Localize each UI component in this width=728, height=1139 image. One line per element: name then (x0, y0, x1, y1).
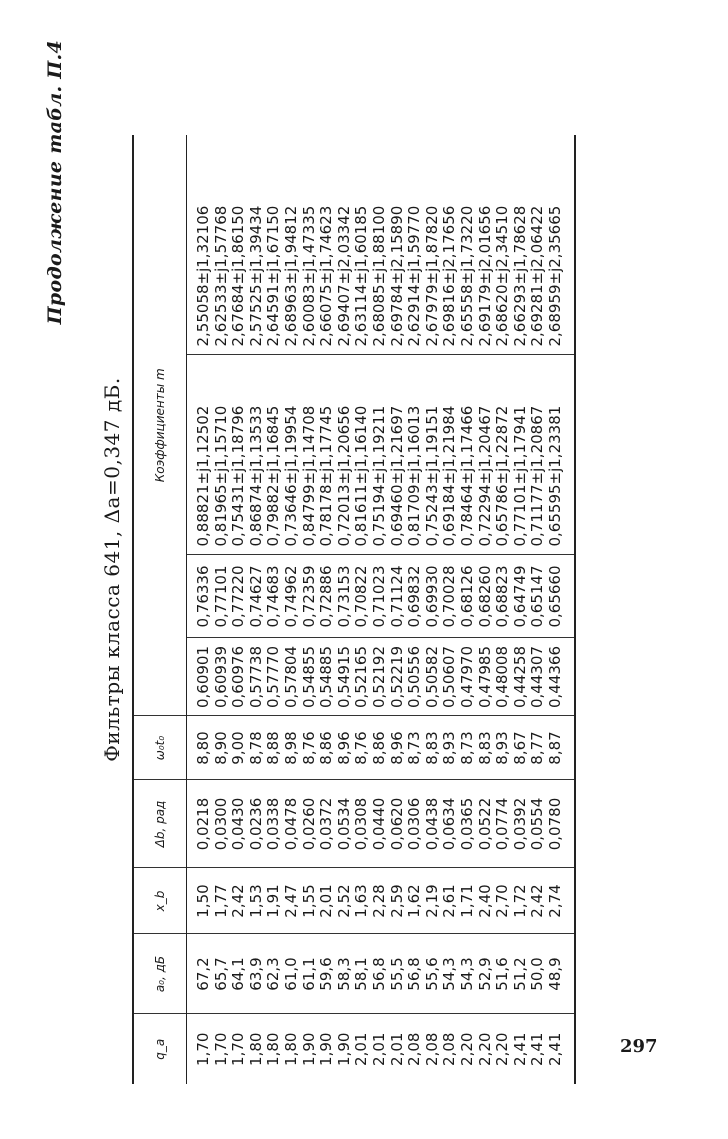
cell-qa: 2,01 (369, 1032, 388, 1066)
col-db (187, 780, 576, 868)
cell-qa: 2,01 (387, 1032, 406, 1066)
cell-xb: 1,63 (352, 884, 371, 918)
cell-xb: 2,61 (440, 884, 459, 918)
cell-a0: 62,3 (264, 957, 283, 991)
cell-m34: 0,73646±j1,19954 (281, 405, 300, 547)
cell-qa: 1,70 (229, 1032, 248, 1066)
filter-coefficients-table (132, 135, 576, 1084)
cell-qa: 2,41 (528, 1032, 547, 1066)
cell-m1: 0,50556 (405, 645, 424, 709)
cell-db: 0,0218 (194, 797, 212, 851)
cell-xb: 1,55 (299, 884, 318, 918)
cell-a0: 50,0 (528, 957, 547, 991)
cell-m34: 0,69184±j1,21984 (440, 405, 459, 547)
cell-m34: 0,81709±j1,16013 (405, 405, 424, 547)
cell-w0t0: 8,90 (211, 731, 230, 765)
cell-w0t0: 8,76 (352, 731, 371, 765)
col-a0 (187, 934, 576, 1014)
cell-w0t0: 8,96 (334, 731, 353, 765)
header-w0t0: ω₀t₀ (133, 716, 187, 780)
cell-m1: 0,60901 (194, 645, 212, 709)
cell-m1: 0,52219 (387, 645, 406, 709)
cell-m2: 0,64749 (510, 565, 529, 628)
cell-a0: 64,1 (229, 957, 248, 991)
cell-m56: 2,69816±j2,17656 (440, 205, 459, 347)
cell-a0: 61,0 (281, 957, 300, 991)
cell-qa: 2,41 (510, 1032, 529, 1066)
cell-w0t0: 8,73 (405, 731, 424, 765)
cell-m56: 2,69784±j2,15890 (387, 205, 406, 347)
cell-qa: 1,80 (246, 1032, 265, 1066)
cell-qa: 2,20 (493, 1032, 512, 1066)
cell-db: 0,0392 (510, 797, 529, 851)
cell-qa: 2,41 (545, 1032, 564, 1066)
cell-db: 0,0478 (281, 797, 300, 851)
cell-m56: 2,68963±j1,94812 (281, 205, 300, 347)
cell-qa: 2,20 (457, 1032, 476, 1066)
cell-m2: 0,73153 (334, 565, 353, 628)
cell-m1: 0,50582 (422, 645, 441, 709)
header-coefficients: Коэффициенты m (133, 135, 187, 716)
cell-a0: 58,3 (334, 957, 353, 991)
cell-m34: 0,78178±j1,17745 (317, 405, 336, 547)
cell-xb: 2,74 (545, 884, 564, 918)
cell-m34: 0,72013±j1,20656 (334, 405, 353, 547)
cell-m2: 0,72359 (299, 565, 318, 628)
cell-xb: 2,28 (369, 884, 388, 918)
cell-db: 0,0534 (334, 797, 353, 851)
cell-m34: 0,84799±j1,14708 (299, 405, 318, 547)
cell-m1: 0,47970 (457, 645, 476, 709)
cell-qa: 1,70 (194, 1032, 212, 1066)
table-title: Фильтры класса 641, Δa=0,347 дБ. (100, 377, 124, 762)
cell-db: 0,0338 (264, 797, 283, 851)
cell-a0: 51,6 (493, 957, 512, 991)
cell-xb: 1,77 (211, 884, 230, 918)
cell-w0t0: 9,00 (229, 731, 248, 765)
cell-qa: 1,80 (264, 1032, 283, 1066)
cell-xb: 2,59 (387, 884, 406, 918)
cell-m56: 2,67979±j1,87820 (422, 205, 441, 347)
cell-m1: 0,60939 (211, 645, 230, 709)
cell-m1: 0,44366 (545, 645, 564, 709)
cell-m2: 0,77220 (229, 565, 248, 628)
cell-qa: 2,08 (440, 1032, 459, 1066)
cell-m2: 0,71124 (387, 565, 406, 628)
cell-w0t0: 8,80 (194, 731, 212, 765)
header-db: Δb, рад (133, 780, 187, 868)
col-m56 (187, 135, 576, 355)
cell-m56: 2,69179±j2,01656 (475, 205, 494, 347)
cell-w0t0: 8,67 (510, 731, 529, 765)
cell-db: 0,0430 (229, 797, 248, 851)
cell-w0t0: 8,88 (264, 731, 283, 765)
cell-m34: 0,77101±j1,17941 (510, 405, 529, 547)
cell-m2: 0,68126 (457, 565, 476, 628)
cell-m56: 2,66293±j1,78628 (510, 205, 529, 347)
cell-m1: 0,50607 (440, 645, 459, 709)
cell-m2: 0,74683 (264, 565, 283, 628)
cell-m1: 0,44307 (528, 645, 547, 709)
cell-m1: 0,52192 (369, 645, 388, 709)
cell-m1: 0,57770 (264, 645, 283, 709)
cell-a0: 51,2 (510, 957, 529, 991)
cell-db: 0,0554 (528, 797, 547, 851)
cell-db: 0,0522 (475, 797, 494, 851)
cell-qa: 1,90 (317, 1032, 336, 1066)
table-body-row (187, 135, 576, 1084)
cell-a0: 55,5 (387, 957, 406, 991)
cell-w0t0: 8,86 (317, 731, 336, 765)
cell-w0t0: 8,77 (528, 731, 547, 765)
cell-xb: 2,42 (528, 884, 547, 918)
cell-m56: 2,68959±j2,35665 (545, 205, 564, 347)
col-m34 (187, 355, 576, 555)
col-m2 (187, 555, 576, 638)
cell-m34: 0,81611±j1,16140 (352, 405, 371, 547)
cell-a0: 58,1 (352, 957, 371, 991)
cell-qa: 2,08 (405, 1032, 424, 1066)
cell-m34: 0,78464±j1,17466 (457, 405, 476, 547)
cell-m56: 2,67684±j1,86150 (229, 205, 248, 347)
cell-db: 0,0300 (211, 797, 230, 851)
cell-db: 0,0260 (299, 797, 318, 851)
col-xb (187, 868, 576, 934)
cell-m2: 0,76336 (194, 565, 212, 628)
cell-m34: 0,69460±j1,21697 (387, 405, 406, 547)
cell-w0t0: 8,83 (422, 731, 441, 765)
cell-m34: 0,86874±j1,13533 (246, 405, 265, 547)
cell-w0t0: 8,78 (246, 731, 265, 765)
cell-qa: 1,90 (299, 1032, 318, 1066)
cell-m1: 0,48008 (493, 645, 512, 709)
cell-m1: 0,57804 (281, 645, 300, 709)
cell-xb: 2,40 (475, 884, 494, 918)
cell-a0: 63,9 (246, 957, 265, 991)
cell-xb: 2,47 (281, 884, 300, 918)
cell-a0: 54,3 (440, 957, 459, 991)
cell-m34: 0,71177±j1,20867 (528, 405, 547, 547)
header-xb: x_b (133, 868, 187, 934)
cell-w0t0: 8,73 (457, 731, 476, 765)
cell-m56: 2,57525±j1,39434 (246, 205, 265, 347)
cell-xb: 2,52 (334, 884, 353, 918)
cell-m34: 0,88821±j1,12502 (194, 405, 212, 547)
cell-m2: 0,74962 (281, 565, 300, 628)
cell-qa: 2,08 (422, 1032, 441, 1066)
cell-w0t0: 8,98 (281, 731, 300, 765)
cell-m1: 0,54885 (317, 645, 336, 709)
cell-xb: 1,91 (264, 884, 283, 918)
cell-w0t0: 8,86 (369, 731, 388, 765)
cell-db: 0,0236 (246, 797, 265, 851)
cell-m2: 0,69930 (422, 565, 441, 628)
header-qa: q_a (133, 1014, 187, 1084)
cell-a0: 55,6 (422, 957, 441, 991)
cell-m1: 0,60976 (229, 645, 248, 709)
cell-db: 0,0440 (369, 797, 388, 851)
cell-m1: 0,57738 (246, 645, 265, 709)
cell-m2: 0,70028 (440, 565, 459, 628)
cell-w0t0: 8,93 (493, 731, 512, 765)
cell-m56: 2,69281±j2,06422 (528, 205, 547, 347)
cell-w0t0: 8,83 (475, 731, 494, 765)
cell-xb: 1,53 (246, 884, 265, 918)
cell-m1: 0,54855 (299, 645, 318, 709)
cell-m1: 0,52165 (352, 645, 371, 709)
cell-m34: 0,79882±j1,16845 (264, 405, 283, 547)
header-a0: a₀, дБ (133, 934, 187, 1014)
cell-m2: 0,71023 (369, 565, 388, 628)
cell-xb: 2,70 (493, 884, 512, 918)
cell-w0t0: 8,87 (545, 731, 564, 765)
cell-a0: 56,8 (405, 957, 424, 991)
cell-m56: 2,60083±j1,47335 (299, 205, 318, 347)
cell-xb: 2,42 (229, 884, 248, 918)
cell-m56: 2,68620±j2,34510 (493, 205, 512, 347)
cell-m56: 2,62914±j1,59770 (405, 205, 424, 347)
cell-m2: 0,68823 (493, 565, 512, 628)
cell-a0: 56,8 (369, 957, 388, 991)
cell-xb: 1,72 (510, 884, 529, 918)
cell-db: 0,0365 (457, 797, 476, 851)
cell-db: 0,0620 (387, 797, 406, 851)
cell-a0: 65,7 (211, 957, 230, 991)
cell-xb: 1,62 (405, 884, 424, 918)
cell-m2: 0,68260 (475, 565, 494, 628)
cell-m34: 0,75194±j1,19211 (369, 405, 388, 547)
cell-m2: 0,69832 (405, 565, 424, 628)
cell-m56: 2,69407±j2,03342 (334, 205, 353, 347)
cell-db: 0,0306 (405, 797, 424, 851)
cell-m34: 0,65786±j1,22872 (493, 405, 512, 547)
cell-xb: 2,19 (422, 884, 441, 918)
cell-qa: 2,20 (475, 1032, 494, 1066)
cell-m2: 0,74627 (246, 565, 265, 628)
cell-m2: 0,65147 (528, 565, 547, 628)
cell-xb: 1,50 (194, 884, 212, 918)
page-number: 297 (620, 1036, 658, 1057)
cell-qa: 1,90 (334, 1032, 353, 1066)
cell-m34: 0,75243±j1,19151 (422, 405, 441, 547)
cell-w0t0: 8,76 (299, 731, 318, 765)
cell-m56: 2,68085±j1,88100 (369, 205, 388, 347)
cell-a0: 48,9 (545, 957, 564, 991)
cell-db: 0,0438 (422, 797, 441, 851)
cell-m56: 2,62533±j1,57768 (211, 205, 230, 347)
cell-a0: 59,6 (317, 957, 336, 991)
cell-xb: 1,71 (457, 884, 476, 918)
cell-a0: 67,2 (194, 957, 212, 991)
cell-qa: 1,80 (281, 1032, 300, 1066)
cell-db: 0,0308 (352, 797, 371, 851)
cell-qa: 1,70 (211, 1032, 230, 1066)
col-qa (187, 1014, 576, 1084)
cell-m56: 2,64591±j1,67150 (264, 205, 283, 347)
cell-xb: 2,01 (317, 884, 336, 918)
cell-m56: 2,63114±j1,60185 (352, 205, 371, 347)
cell-m1: 0,44258 (510, 645, 529, 709)
cell-m2: 0,65660 (545, 565, 564, 628)
cell-a0: 61,1 (299, 957, 318, 991)
cell-a0: 54,3 (457, 957, 476, 991)
cell-m34: 0,81965±j1,15710 (211, 405, 230, 547)
cell-m56: 2,66075±j1,74623 (317, 205, 336, 347)
cell-m2: 0,72886 (317, 565, 336, 628)
cell-db: 0,0634 (440, 797, 459, 851)
cell-db: 0,0774 (493, 797, 512, 851)
cell-m1: 0,47985 (475, 645, 494, 709)
cell-db: 0,0780 (545, 797, 564, 851)
cell-m34: 0,65595±j1,23381 (545, 405, 564, 547)
cell-m2: 0,70822 (352, 565, 371, 628)
cell-m1: 0,54915 (334, 645, 353, 709)
cell-w0t0: 8,93 (440, 731, 459, 765)
cell-m2: 0,77101 (211, 565, 230, 628)
cell-w0t0: 8,96 (387, 731, 406, 765)
cell-m56: 2,65558±j1,73220 (457, 205, 476, 347)
cell-m34: 0,75431±j1,18796 (229, 405, 248, 547)
col-w0t0 (187, 716, 576, 780)
cell-m34: 0,72294±j1,20467 (475, 405, 494, 547)
header-row (133, 135, 187, 1084)
cell-m56: 2,55058±j1,32106 (194, 205, 212, 347)
cell-qa: 2,01 (352, 1032, 371, 1066)
continuation-label: Продолжение табл. П.4 (44, 40, 66, 325)
col-m1 (187, 638, 576, 716)
cell-a0: 52,9 (475, 957, 494, 991)
cell-db: 0,0372 (317, 797, 336, 851)
